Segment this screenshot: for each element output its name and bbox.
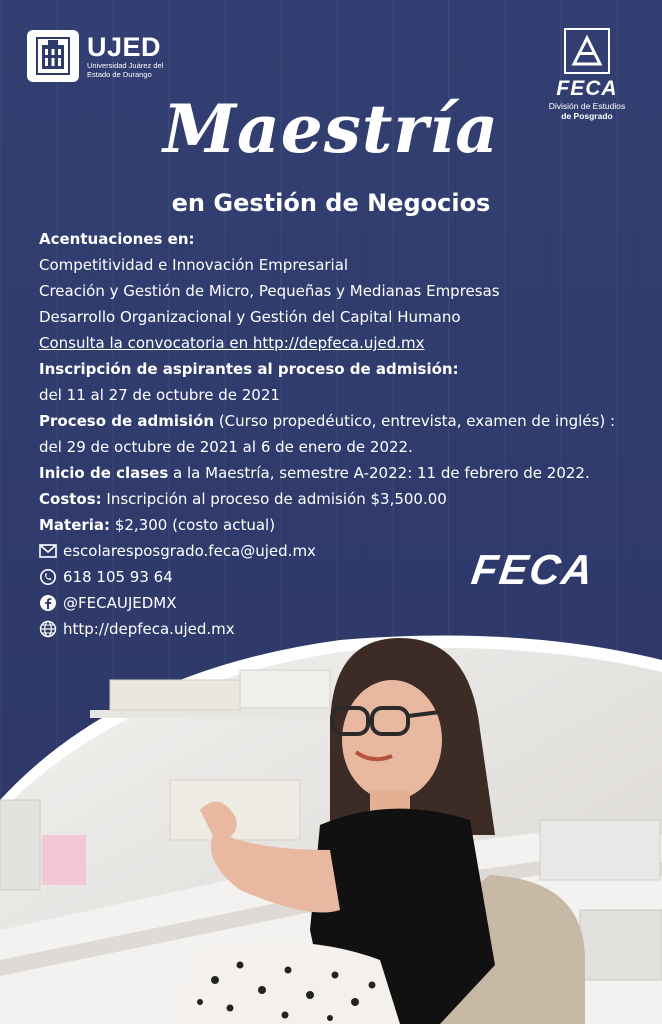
page-subtitle: en Gestión de Negocios: [171, 189, 491, 217]
inicio-detail: a la Maestría, semestre A-2022: 11 de febrero de 2022.: [168, 464, 590, 482]
proceso-detail: (Curso propedéutico, entrevista, examen de inglés) :: [214, 412, 616, 430]
feca-top-name: FECA: [556, 77, 618, 100]
email-text: escolaresposgrado.feca@ujed.mx: [63, 542, 316, 560]
proceso-dates: del 29 de octubre de 2021 al 6 de enero de 2022.: [39, 438, 413, 456]
materia-label: Materia:: [39, 516, 111, 534]
acentuacion-item: Competitividad e Innovación Empresarial: [39, 256, 349, 274]
inscripcion-label: Inscripción de aspirantes al proceso de admisión:: [39, 360, 459, 378]
inicio-label: Inicio de clases: [39, 464, 169, 482]
proceso-label: Proceso de admisión: [39, 412, 215, 430]
convocatoria-link[interactable]: Consulta la convocatoria en http://depfeca.ujed.mx: [39, 334, 425, 352]
materia-detail: $2,300 (costo actual): [110, 516, 276, 534]
feca-sub-line1: División de Estudios: [548, 101, 626, 111]
whatsapp-icon: [39, 568, 57, 586]
feca-mid-logo: FECA: [468, 546, 598, 593]
facebook-icon: [39, 594, 57, 612]
phone-text: 618 105 93 64: [63, 568, 173, 586]
feca-sub-line2: de Posgrado: [561, 111, 613, 121]
ujed-building-icon: [27, 30, 79, 82]
mail-icon: [39, 542, 57, 560]
web-text: http://depfeca.ujed.mx: [63, 620, 235, 638]
inscripcion-dates: del 11 al 27 de octubre de 2021: [39, 386, 280, 404]
ujed-name: UJED: [87, 32, 162, 62]
costos-label: Costos:: [39, 490, 102, 508]
contact-facebook[interactable]: [39, 590, 639, 616]
costos-detail: Inscripción al proceso de admisión $3,500.00: [101, 490, 447, 508]
photo-woman-crafting: [0, 630, 662, 1024]
facebook-text: @FECAUJEDMX: [63, 594, 177, 612]
acentuacion-item: Desarrollo Organizacional y Gestión del Capital Humano: [39, 308, 461, 326]
ujed-logo: [27, 30, 165, 82]
page-title: Maestría: [162, 90, 500, 168]
feca-emblem-icon: [564, 28, 610, 74]
acentuaciones-label: Acentuaciones en:: [39, 230, 195, 248]
ujed-subtitle: Universidad Juárez del Estado de Durango: [87, 61, 164, 79]
acentuacion-item: Creación y Gestión de Micro, Pequeñas y Medianas Empresas: [39, 282, 500, 300]
